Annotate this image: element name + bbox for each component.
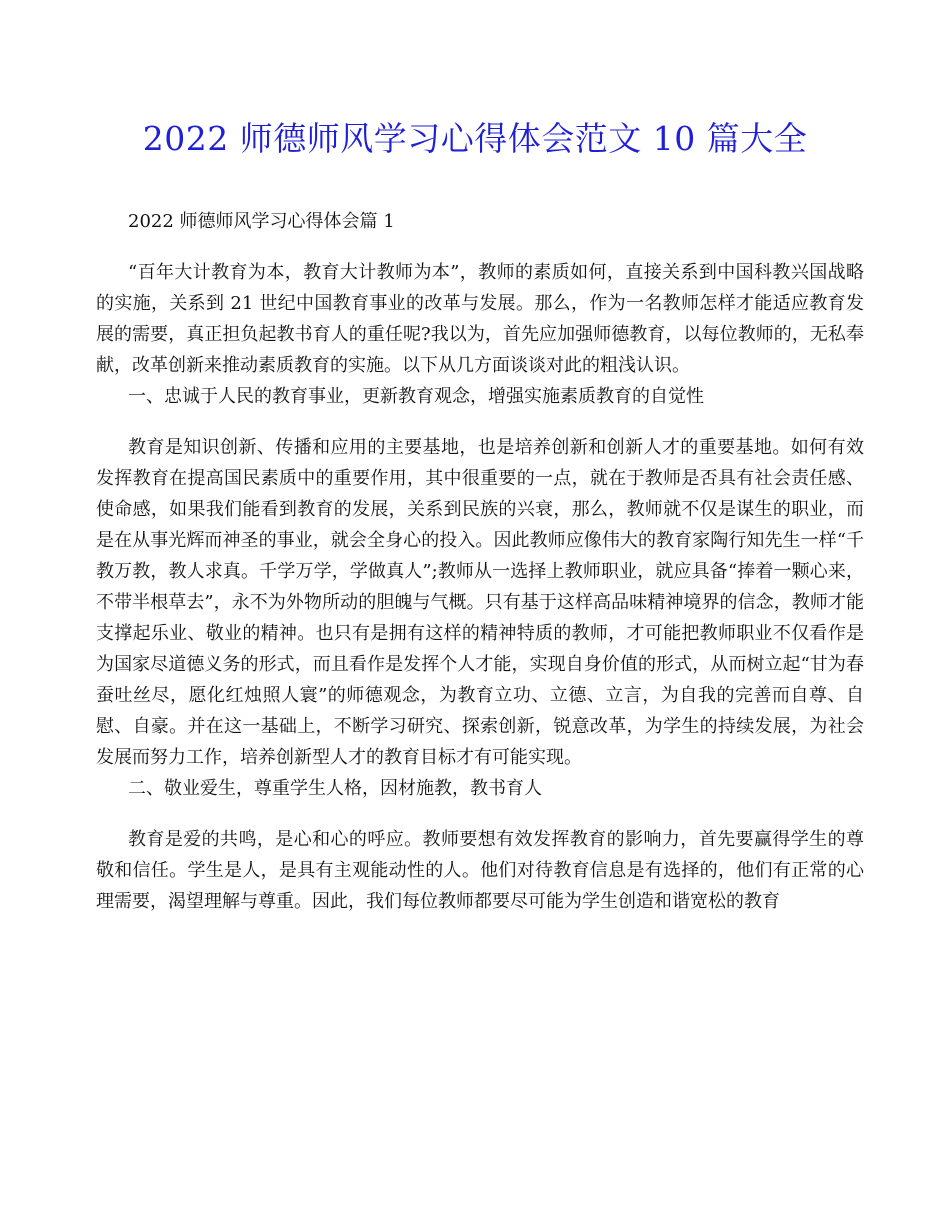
paragraph-section-1: 教育是知识创新、传播和应用的主要基地，也是培养创新和创新人才的重要基地。如何有效发挥教育在提高国民素质中的重要作用，其中很重要的一点，就在于教师是否具有社会责任感、使命感，如果我们能看到教育的发展，关系到民族的兴衰，那么，教师就不仅是谋生的职业，而是在从事光辉而神圣的事业，就会全身心的投入。因此教师应像伟大的教育家陶行知先生一样“千教万教，教人求真。千学万学，学做真人”;教师从一选择上教师职业，就应具备“捧着一颗心来，不带半根草去”，永不为外物所动的胆魄与气概。只有基于这样高品味精神境界的信念，教师才能支撑起乐业、敬业的精神。也只有是拥有这样的精神特质的教师，才可能把教师职业不仅看作是为国家尽道德义务的形式，而且看作是发挥个人才能，实现自身价值的形式，从而树立起“甘为春蚕吐丝尽，愿化红烛照人寰”的师德观念，为教育立功、立德、立言，为自我的完善而自尊、自慰、自豪。并在这一基础上，不断学习研究、探索创新，锐意改革，为学生的持续发展，为社会发展而努力工作，培养创新型人才的教育目标才有可能实现。 — [96, 437, 864, 768]
document-body — [96, 206, 864, 917]
paragraph-section-2: 教育是爱的共鸣，是心和心的呼应。教师要想有效发挥教育的影响力，首先要赢得学生的尊敬和信任。学生是人，是具有主观能动性的人。他们对待教育信息是有选择的，他们有正常的心理需要，渴望理解与尊重。因此，我们每位教师都要尽可能为学生创造和谐宽松的教育 — [96, 829, 864, 912]
section-heading-1: 一、忠诚于人民的教育事业，更新教育观念，增强实施素质教育的自觉性 — [128, 386, 704, 407]
section-heading-2: 二、敬业爱生，尊重学生人格，因材施教，教书育人 — [128, 778, 542, 799]
paragraph-intro: “百年大计教育为本，教育大计教师为本”，教师的素质如何，直接关系到中国科教兴国战略的实施，关系到 21 世纪中国教育事业的改革与发展。那么，作为一名教师怎样才能适应教育发展的需要，真正担负起教书育人的重任呢?我以为，首先应加强师德教育，以每位教师的，无私奉献，改革创新来推动素质教育的实施。以下从几方面谈谈对此的粗浅认识。 — [96, 262, 864, 376]
document-title: 2022 师德师风学习心得体会范文 10 篇大全 — [142, 119, 808, 158]
section-subtitle: 2022 师德师风学习心得体会篇 1 — [128, 211, 395, 232]
